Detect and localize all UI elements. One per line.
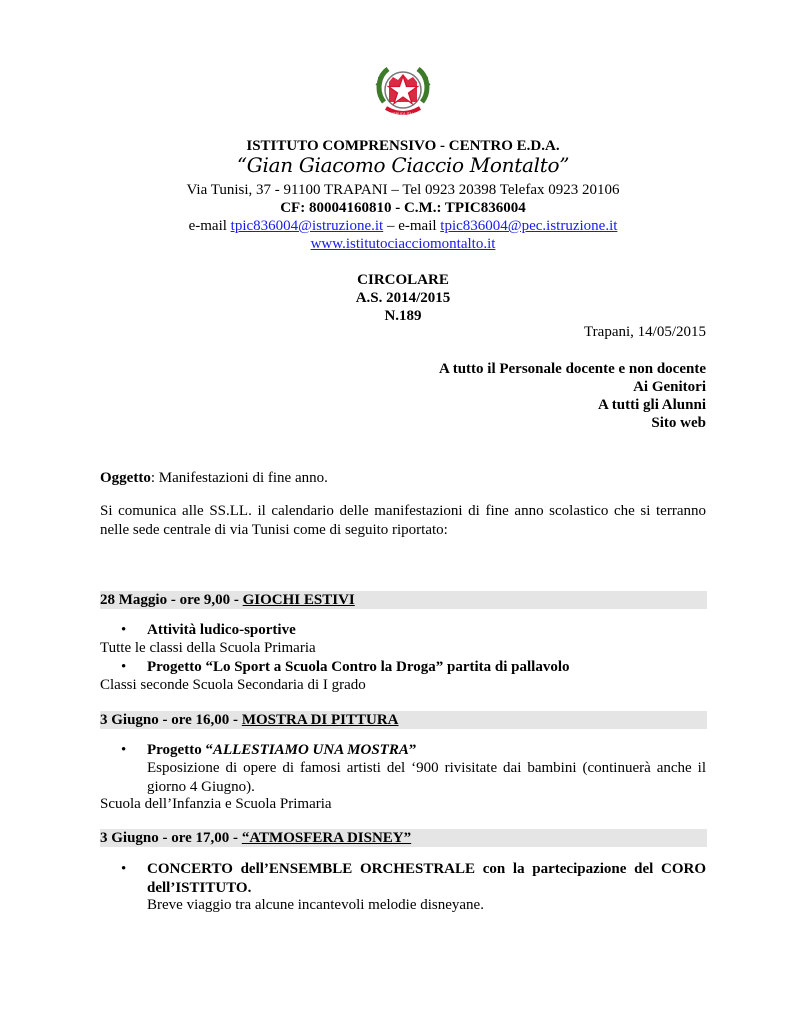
section-heading-giochi-estivi bbox=[100, 591, 707, 609]
svg-text:REPUBBLICA ITALIANA: REPUBBLICA ITALIANA bbox=[384, 112, 422, 116]
subject-label: Oggetto bbox=[100, 470, 151, 486]
email-link-pec[interactable]: tpic836004@pec.istruzione.it bbox=[440, 218, 618, 234]
item-suffix: ” bbox=[408, 742, 417, 758]
bullet-icon: • bbox=[121, 742, 127, 758]
bullet-icon: • bbox=[121, 861, 127, 877]
section-title: MOSTRA DI PITTURA bbox=[241, 712, 399, 728]
circolare-year: A.S. 2014/2015 bbox=[355, 290, 451, 306]
circolare-title: CIRCOLARE bbox=[357, 272, 449, 288]
activity-participants: Classi seconde Scuola Secondaria di I grado bbox=[100, 677, 366, 693]
intro-paragraph: Si comunica alle SS.LL. il calendario delle manifestazioni di fine anno scolastico che si terranno nelle sede centrale di via Tunisi come di seguito riportato: bbox=[100, 503, 706, 538]
institute-email-line bbox=[100, 217, 706, 235]
document-date: Trapani, 14/05/2015 bbox=[584, 324, 706, 340]
section-heading-atmosfera-disney bbox=[100, 829, 707, 847]
circolare-number: N.189 bbox=[384, 308, 422, 324]
activity-description: Breve viaggio tra alcune incantevoli melodie disneyane. bbox=[147, 897, 484, 913]
item-prefix: Progetto “ bbox=[147, 742, 213, 758]
email-separator: – e-mail bbox=[383, 218, 441, 234]
institute-motto: “Gian Giacomo Ciaccio Montalto” bbox=[236, 153, 570, 177]
email-label: e-mail bbox=[188, 218, 231, 234]
bullet-icon: • bbox=[121, 622, 127, 638]
section-title: “ATMOSFERA DISNEY” bbox=[241, 830, 412, 846]
activity-participants: Tutte le classi della Scuola Primaria bbox=[100, 640, 316, 656]
activity-item: Attività ludico-sportive bbox=[147, 622, 296, 638]
bullet-icon: • bbox=[121, 659, 127, 675]
activity-item: CONCERTO dell’ENSEMBLE ORCHESTRALE con la partecipazione del CORO dell’ISTITUTO. bbox=[147, 861, 706, 896]
institute-cf: CF: 80004160810 - C.M.: TPIC836004 bbox=[280, 200, 526, 216]
subject-text: : Manifestazioni di fine anno. bbox=[150, 470, 328, 486]
item-italic-title: ALLESTIAMO UNA MOSTRA bbox=[212, 742, 409, 758]
recipient-website: Sito web bbox=[651, 415, 706, 431]
institute-name: ISTITUTO COMPRENSIVO - CENTRO E.D.A. bbox=[246, 138, 560, 154]
recipient-students: A tutti gli Alunni bbox=[598, 397, 706, 413]
recipient-parents: Ai Genitori bbox=[633, 379, 706, 395]
section-title: GIOCHI ESTIVI bbox=[242, 592, 355, 608]
activity-description: Esposizione di opere di famosi artisti del ‘900 rivisitate dai bambini (continuerà anche il giorno 4 Giugno). bbox=[147, 760, 706, 795]
activity-item bbox=[147, 741, 706, 760]
subject-line bbox=[100, 469, 706, 488]
republic-emblem-icon bbox=[374, 62, 432, 120]
activity-participants: Scuola dell’Infanzia e Scuola Primaria bbox=[100, 796, 332, 812]
email-link-istruzione[interactable]: tpic836004@istruzione.it bbox=[230, 218, 384, 234]
institute-address: Via Tunisi, 37 - 91100 TRAPANI – Tel 0923 20398 Telefax 0923 20106 bbox=[186, 182, 620, 198]
recipient-staff: A tutto il Personale docente e non docente bbox=[438, 361, 706, 377]
institute-website-line bbox=[100, 235, 706, 253]
section-date: 28 Maggio - ore 9,00 - bbox=[100, 592, 243, 608]
section-date: 3 Giugno - ore 16,00 - bbox=[100, 712, 242, 728]
section-heading-mostra-pittura bbox=[100, 711, 707, 729]
activity-item: Progetto “Lo Sport a Scuola Contro la Droga” partita di pallavolo bbox=[147, 659, 570, 675]
website-link[interactable]: www.istitutociacciomontalto.it bbox=[310, 236, 496, 252]
section-date: 3 Giugno - ore 17,00 - bbox=[100, 830, 242, 846]
